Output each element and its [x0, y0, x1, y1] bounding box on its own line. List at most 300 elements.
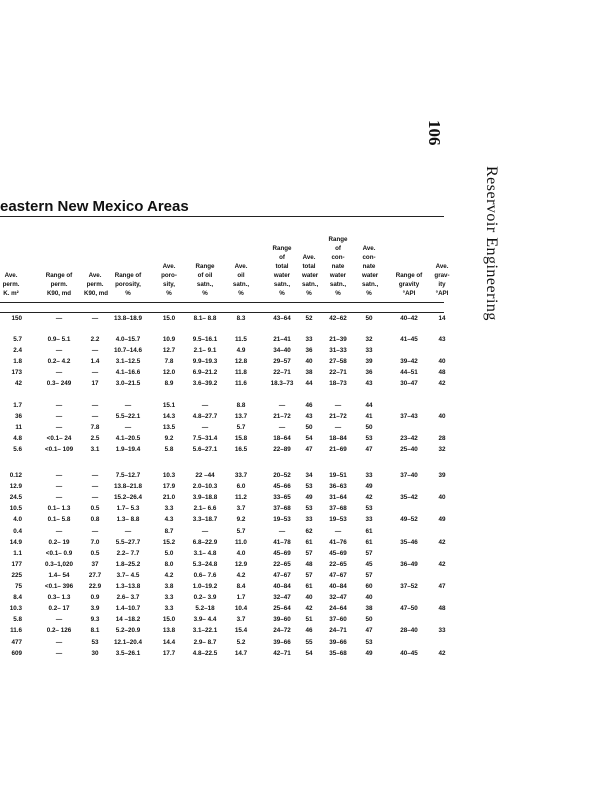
table-cell: 61 — [365, 527, 373, 535]
table-cell: 33 — [305, 516, 313, 524]
table-cell: — — [334, 527, 342, 535]
table-cell: 12.1–20.4 — [113, 638, 142, 646]
table-cell: 5.5–27.7 — [115, 538, 141, 546]
table-cell: 10.3 — [162, 472, 176, 479]
table-cell: — — [55, 472, 63, 479]
column-header-line: Ave. — [362, 245, 376, 252]
table-cell: 53 — [365, 638, 373, 646]
table-cell: 7.0 — [90, 538, 100, 546]
table-cell: 4.8 — [13, 435, 22, 443]
table-cell: 22–71 — [273, 369, 291, 377]
table-cell: 3.7 — [236, 616, 246, 624]
column-header-line: ity — [438, 281, 446, 288]
column-header-line: total — [302, 263, 316, 270]
table-cell: 28–40 — [400, 627, 418, 635]
table-cell: 12.7 — [162, 347, 176, 355]
table-cell: 43 — [305, 413, 313, 421]
column-header — [266, 244, 298, 298]
table-cell: 27.7 — [88, 571, 102, 579]
table-cell: 1.0–19.2 — [192, 583, 218, 590]
table-cell: 29–57 — [273, 358, 291, 366]
table-cell: 12.9 — [9, 483, 22, 491]
table-cell: 0.3– 249 — [46, 380, 72, 388]
table-row — [0, 594, 450, 605]
column-header — [84, 271, 109, 298]
table-row — [0, 639, 450, 650]
table-cell: 38 — [305, 369, 313, 377]
table-cell: 41–45 — [400, 336, 418, 343]
table-cell: 22–71 — [329, 369, 347, 377]
table-cell: 8.4 — [236, 583, 246, 590]
table-cell: 1.9–19.4 — [115, 446, 141, 454]
table-cell: 18–73 — [329, 380, 347, 388]
table-cell: 609 — [11, 649, 22, 657]
table-cell: 1.3–13.8 — [115, 583, 141, 590]
table-cell: 8.4 — [13, 594, 22, 602]
table-cell: 57 — [305, 549, 313, 557]
column-header — [362, 244, 379, 298]
table-cell: 35–42 — [400, 494, 418, 502]
table-cell: 32 — [365, 336, 373, 343]
table-row — [0, 572, 450, 583]
table-cell: 3.1– 4.8 — [193, 549, 217, 557]
table-cell: 1.8 — [13, 358, 22, 366]
table-cell: — — [91, 347, 99, 355]
table-cell: — — [55, 649, 63, 657]
table-cell: — — [278, 402, 286, 409]
column-header-line: °API — [435, 290, 449, 297]
table-cell: 44–51 — [400, 369, 418, 377]
table-row — [0, 505, 450, 516]
table-cell: 39 — [438, 472, 446, 479]
table-cell: 40 — [305, 358, 313, 366]
table-cell: 44 — [365, 402, 373, 409]
table-cell: 15.1 — [162, 402, 176, 409]
table-cell: — — [124, 527, 132, 535]
table-row — [0, 605, 450, 616]
table-cell: 43 — [438, 336, 446, 343]
table-cell: 3.9–18.8 — [192, 494, 218, 502]
table-cell: 5.7 — [236, 424, 246, 432]
table-cell: 11.2 — [235, 494, 247, 502]
column-header-line: Ave. — [162, 263, 176, 270]
table-cell: 43–64 — [273, 315, 291, 322]
table-cell: — — [55, 494, 63, 502]
table-row — [0, 413, 450, 424]
table-cell: 4.0 — [236, 549, 246, 557]
table-cell: 0.8 — [90, 516, 100, 524]
table-cell: 1.7 — [13, 402, 22, 409]
table-cell: 5.8 — [13, 616, 22, 624]
table-row — [0, 516, 450, 527]
table-cell: 40 — [438, 358, 446, 366]
column-header — [38, 271, 80, 298]
table-cell: 5.2 — [236, 638, 246, 646]
table-cell: 33.7 — [234, 472, 248, 479]
column-header — [0, 271, 22, 298]
table-cell: 12.0 — [162, 369, 176, 377]
table-cell: — — [334, 424, 342, 432]
column-header — [158, 262, 180, 298]
table-cell: <0.1– 109 — [44, 446, 74, 454]
table-cell: 14.3 — [162, 413, 176, 421]
table-cell: 31–33 — [329, 347, 347, 355]
table-cell: 22–89 — [273, 446, 291, 454]
table-cell: 21–72 — [329, 413, 347, 421]
table-cell: 53 — [305, 505, 313, 513]
column-header-line: Range of — [395, 272, 423, 279]
table-cell: 49–52 — [400, 516, 418, 524]
table-cell: 60 — [365, 583, 373, 590]
table-cell: 40 — [365, 594, 373, 602]
table-cell: 22–65 — [273, 560, 291, 568]
table-row — [0, 627, 450, 638]
table-cell: 5.0 — [164, 549, 174, 557]
table-row — [0, 380, 450, 391]
table-row — [0, 315, 450, 326]
table-cell: 11.8 — [235, 369, 247, 377]
table-cell: 477 — [11, 638, 22, 646]
column-header-line: perm. — [2, 281, 20, 288]
table-cell: 25–40 — [400, 446, 418, 454]
table-cell: 53 — [365, 435, 373, 443]
table-cell: 3.5–26.1 — [115, 649, 141, 657]
table-cell: 1.4– 54 — [48, 571, 70, 579]
table-row — [0, 435, 450, 446]
column-header-line: % — [335, 290, 341, 297]
table-cell: 50 — [365, 424, 373, 432]
table-cell: 20–52 — [273, 472, 291, 479]
table-row — [0, 561, 450, 572]
table-cell: 3.7– 4.5 — [116, 571, 140, 579]
table-cell: 54 — [305, 435, 313, 443]
table-cell: 14.7 — [234, 649, 248, 657]
table-cell: 3.8 — [164, 583, 174, 590]
table-cell: 42 — [14, 380, 22, 388]
table-cell: 4.0 — [13, 516, 22, 524]
table-cell: 19–53 — [273, 516, 291, 524]
rule-top — [0, 216, 444, 217]
table-cell: 225 — [11, 571, 22, 579]
table-cell: 10.7–14.6 — [113, 347, 142, 355]
table-cell: 32–47 — [329, 594, 347, 602]
table-cell: — — [55, 527, 63, 535]
page-number: 106 — [425, 120, 444, 146]
table-cell: — — [55, 315, 63, 322]
table-cell: 8.7 — [164, 527, 174, 535]
table-cell: 3.1–12.5 — [115, 358, 141, 366]
rule-header-double — [0, 312, 444, 313]
table-cell: 14.4 — [162, 638, 176, 646]
table-cell: 14 –18.2 — [115, 616, 141, 624]
table-cell: 12.8 — [234, 358, 248, 366]
table-cell: 9.3 — [90, 616, 100, 624]
table-cell: 43 — [365, 380, 373, 388]
table-cell: 54 — [305, 649, 313, 657]
table-cell: — — [91, 483, 99, 491]
table-cell: 57 — [305, 571, 313, 579]
table-cell: 1.1 — [13, 549, 22, 557]
table-cell: — — [201, 527, 209, 535]
table-cell: — — [201, 424, 209, 432]
table-row — [0, 650, 450, 661]
table-cell: 0.1– 5.8 — [47, 516, 71, 524]
column-header-line: satn., — [232, 281, 250, 288]
column-header-line: K90, md — [84, 290, 109, 297]
column-header-line: °API — [402, 290, 416, 297]
table-cell: — — [55, 413, 63, 421]
table-cell: 36–49 — [400, 560, 418, 568]
column-header-line: water — [302, 272, 319, 279]
table-row — [0, 336, 450, 347]
table-cell: 47 — [438, 583, 446, 590]
table-cell: 55 — [305, 638, 313, 646]
table-cell: 44 — [305, 380, 313, 388]
column-header — [434, 262, 450, 298]
table-cell: — — [124, 402, 132, 409]
table-cell: 0.2– 126 — [46, 627, 72, 635]
table-cell: 47 — [365, 446, 373, 454]
table-cell: 1.4 — [90, 358, 100, 366]
column-header-line: water — [329, 272, 347, 279]
table-cell: 33 — [365, 347, 373, 355]
rule-header-bottom — [0, 302, 444, 303]
column-header-line: Ave. — [234, 263, 248, 270]
table-cell: 62 — [305, 527, 313, 535]
table-cell: — — [55, 402, 63, 409]
table-cell: 39–60 — [273, 616, 291, 624]
column-header-line: K. m² — [3, 290, 19, 297]
column-header-line: Range — [195, 263, 215, 270]
table-cell: 0.3– 1.3 — [47, 594, 71, 602]
table-cell: 53 — [91, 638, 99, 646]
table-cell: 40–42 — [400, 315, 418, 322]
table-cell: 9.9–19.3 — [192, 358, 218, 366]
table-cell: 14.9 — [9, 538, 22, 546]
table-cell: 0.5 — [90, 549, 100, 557]
table-cell: 48 — [305, 560, 313, 568]
table-cell: 32–47 — [273, 594, 291, 602]
table-cell: — — [55, 483, 63, 491]
table-cell: 53 — [365, 505, 373, 513]
table-cell: 50 — [365, 616, 373, 624]
table-cell: 33 — [365, 516, 373, 524]
column-header-line: nate — [331, 263, 345, 270]
table-cell: 39 — [365, 358, 373, 366]
table-cell: 42 — [438, 649, 446, 657]
table-row — [0, 539, 450, 550]
table-cell: 16.5 — [234, 446, 248, 454]
table-cell: 3.0–21.5 — [115, 380, 141, 388]
table-cell: 37–68 — [273, 505, 291, 513]
column-header-line: satn., — [302, 281, 319, 288]
table-cell: 21.0 — [162, 494, 176, 502]
table-cell: 4.9 — [236, 347, 246, 355]
table-cell: 50 — [365, 315, 373, 322]
column-header-line: grav- — [434, 272, 450, 279]
column-header-line: % — [279, 290, 285, 297]
table-cell: 42 — [365, 494, 373, 502]
table-cell: 42 — [438, 538, 446, 546]
table-cell: 33 — [305, 336, 313, 343]
table-cell: 41–78 — [273, 538, 291, 546]
column-header-line: water — [362, 272, 379, 279]
table-cell: — — [278, 424, 286, 432]
column-header — [392, 271, 426, 298]
table-cell: — — [278, 527, 286, 535]
column-header-line: con- — [362, 254, 376, 261]
column-header — [106, 271, 150, 298]
table-cell: 45 — [365, 560, 373, 568]
table-cell: 22–65 — [329, 560, 347, 568]
table-cell: 33 — [438, 627, 446, 635]
table-cell: 21–39 — [329, 336, 347, 343]
table-cell: 49 — [438, 516, 446, 524]
table-row — [0, 446, 450, 457]
table-cell: 10.9 — [162, 336, 176, 343]
table-cell: 4.2 — [236, 571, 246, 579]
table-cell: 1.7– 5.3 — [116, 505, 140, 513]
table-cell: 11.0 — [235, 538, 247, 546]
table-cell: 15.2 — [162, 538, 176, 546]
table-cell: 31–64 — [329, 494, 347, 502]
table-cell: 40–84 — [329, 583, 347, 590]
table-row — [0, 424, 450, 435]
table-cell: 5.7 — [13, 336, 22, 343]
table-cell: 18.3–73 — [270, 380, 294, 388]
column-header-line: Range — [328, 236, 348, 243]
table-cell: 52 — [305, 315, 313, 322]
table-cell: 22 –44 — [195, 472, 215, 479]
table-cell: 38 — [365, 605, 373, 613]
table-row — [0, 616, 450, 627]
table-cell: 40 — [438, 413, 446, 421]
table-cell: 4.1–20.5 — [115, 435, 141, 443]
table-cell: 57 — [365, 549, 373, 557]
table-cell: 32 — [438, 446, 446, 454]
table-cell: 13.7 — [234, 413, 248, 421]
column-header-line: % — [125, 290, 131, 297]
table-cell: 34–40 — [273, 347, 291, 355]
table-cell: 28 — [438, 435, 446, 443]
table-cell: 8.3 — [236, 315, 246, 322]
table-cell: 9.5–16.1 — [192, 336, 218, 343]
column-header-line: Ave. — [4, 272, 18, 279]
table-cell: 4.8–27.7 — [192, 413, 218, 421]
table-cell: <0.1– 24 — [46, 435, 72, 443]
column-header-line: % — [238, 290, 244, 297]
table-cell: 9.2 — [164, 435, 174, 443]
column-header-line: oil — [237, 272, 245, 279]
table-cell: 18–64 — [273, 435, 291, 443]
table-cell: 0.5 — [90, 505, 100, 513]
table-cell: — — [91, 494, 99, 502]
table-cell: 2.0–10.3 — [192, 483, 218, 491]
table-cell: 4.3 — [164, 516, 174, 524]
table-cell: 45–69 — [329, 549, 347, 557]
table-cell: 40 — [438, 494, 446, 502]
column-header-line: con- — [331, 254, 345, 261]
table-cell: 19–53 — [329, 516, 347, 524]
table-cell: 0.9 — [90, 594, 100, 602]
table-cell: 12.9 — [234, 560, 248, 568]
table-cell: 24–72 — [273, 627, 291, 635]
table-cell: 37–60 — [329, 616, 347, 624]
table-cell: 27–58 — [329, 358, 347, 366]
table-cell: 1.3– 8.8 — [116, 516, 140, 524]
table-cell: 5.8 — [164, 446, 174, 454]
column-header-line: satn., — [273, 281, 291, 288]
column-header — [302, 253, 319, 298]
table-cell: 2.9– 8.7 — [193, 638, 217, 646]
table-cell: 42 — [438, 560, 446, 568]
column-header-line: water — [273, 272, 291, 279]
column-header-line: perm. — [50, 281, 68, 288]
table-row — [0, 583, 450, 594]
table-row — [0, 472, 450, 483]
column-header-line: % — [306, 290, 312, 297]
table-row — [0, 358, 450, 369]
column-header-line: of oil — [197, 272, 213, 279]
table-cell: 8.1 — [90, 627, 100, 635]
table-cell: 47–67 — [329, 571, 347, 579]
table-cell: 0.2– 19 — [48, 538, 70, 546]
table-cell: 47 — [305, 446, 313, 454]
table-cell: 0.2– 3.9 — [193, 594, 217, 602]
table-cell: 5.7 — [236, 527, 246, 535]
table-cell: 13.8–18.9 — [113, 315, 142, 322]
table-cell: 3.9– 4.4 — [193, 616, 217, 624]
table-cell: 40 — [305, 594, 313, 602]
table-cell: — — [201, 402, 209, 409]
table-cell: 21–41 — [273, 336, 291, 343]
table-cell: 8.1– 8.8 — [193, 315, 217, 322]
table-cell: 0.3–1,020 — [44, 560, 73, 568]
table-cell: 3.7 — [236, 505, 246, 513]
table-cell: 36–63 — [329, 483, 347, 491]
table-cell: 41–76 — [329, 538, 347, 546]
table-cell: 4.1–16.6 — [115, 369, 141, 377]
table-cell: 23–42 — [400, 435, 418, 443]
table-cell: 0.2– 17 — [48, 605, 70, 613]
table-cell: 2.1– 9.1 — [193, 347, 217, 355]
table-cell: 33–65 — [273, 494, 291, 502]
table-row — [0, 369, 450, 380]
table-cell: — — [91, 527, 99, 535]
table-cell: 13.5 — [162, 424, 176, 432]
table-cell: 5.6–27.1 — [192, 446, 218, 454]
table-cell: 42 — [438, 380, 446, 388]
table-cell: 61 — [305, 538, 313, 546]
column-header-line: of — [335, 245, 341, 252]
table-cell: 11.5 — [235, 336, 247, 343]
table-cell: 21–72 — [273, 413, 291, 421]
table-cell: 0.12 — [9, 472, 22, 479]
table-row — [0, 528, 450, 539]
table-cell: 2.5 — [90, 435, 100, 443]
column-header-line: Range — [272, 245, 292, 252]
table-cell: 3.3 — [164, 505, 174, 513]
table-cell: 5.5–22.1 — [115, 413, 141, 421]
table-cell: <0.1– 396 — [44, 583, 74, 590]
table-cell: 4.2 — [164, 571, 174, 579]
table-cell: 33 — [365, 472, 373, 479]
table-cell: 5.2–20.9 — [115, 627, 141, 635]
table-cell: 45–66 — [273, 483, 291, 491]
table-cell: 11.6 — [235, 380, 247, 388]
table-cell: 10.4 — [234, 605, 248, 613]
table-cell: 37–68 — [329, 505, 347, 513]
